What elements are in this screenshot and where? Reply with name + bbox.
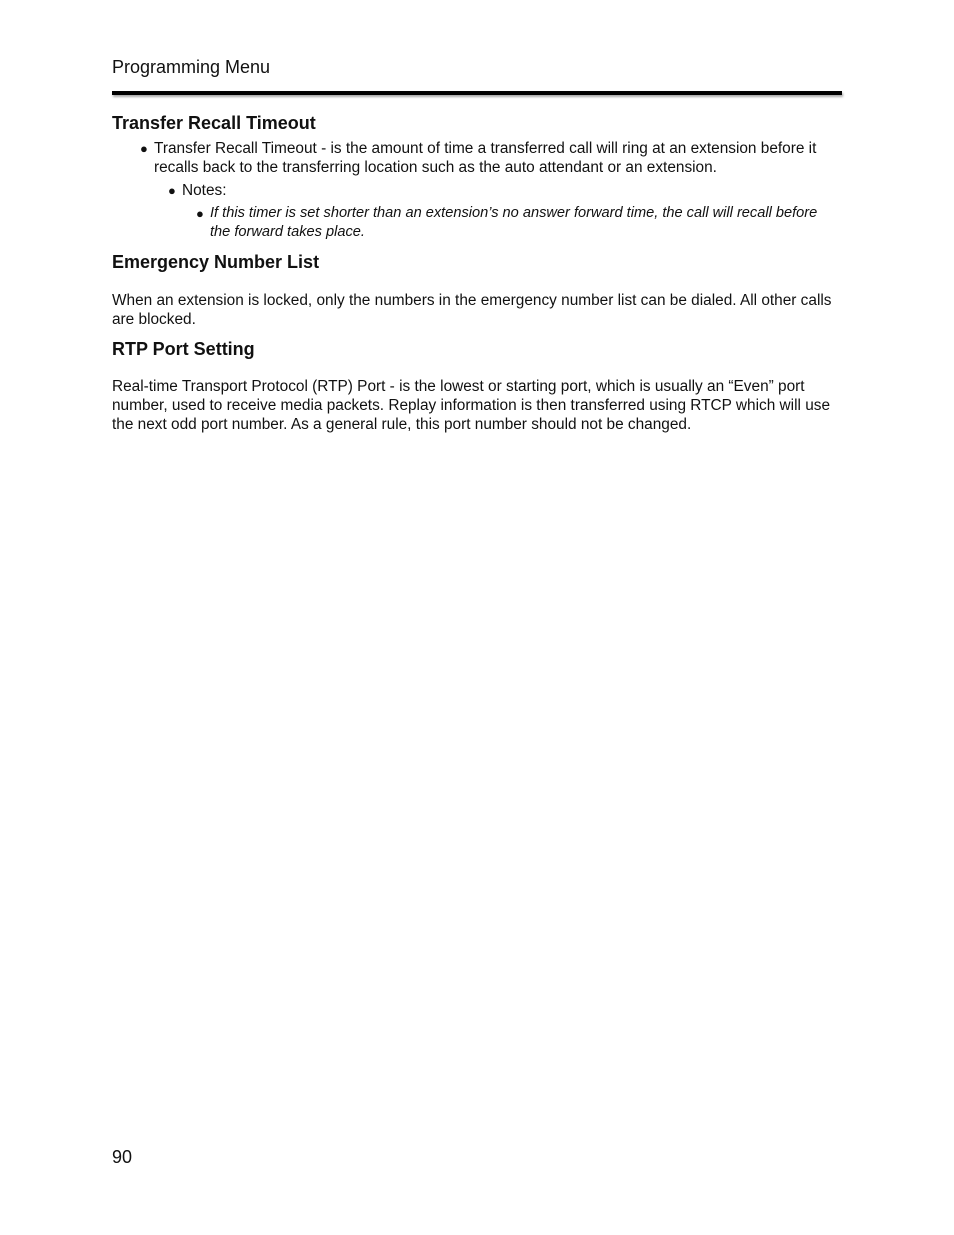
running-header: Programming Menu — [112, 57, 271, 77]
section-title-emergency-number-list: Emergency Number List — [112, 252, 320, 272]
bullet-icon: ● — [168, 183, 176, 198]
list-item — [112, 139, 842, 177]
list-item-text: Transfer Recall Timeout - is the amount of time a transferred call will ring at an extension before it recalls back to the transferring location such as the auto attendant or an extension. — [154, 140, 817, 176]
page-number: 90 — [112, 1147, 133, 1167]
section-body-emergency-number-list: When an extension is locked, only the numbers in the emergency number list can be dialed. All other calls are blocked. — [112, 292, 832, 328]
header-divider — [112, 91, 842, 95]
note-item — [112, 204, 842, 242]
note-text: If this timer is set shorter than an extension’s no answer forward time, the call will recall before the forward takes place. — [210, 205, 818, 240]
page-content — [112, 112, 842, 434]
list-item-notes — [112, 181, 842, 200]
section-title-transfer-recall-timeout: Transfer Recall Timeout — [112, 113, 316, 133]
section-title-rtp-port-setting: RTP Port Setting — [112, 339, 255, 359]
notes-label: Notes: — [182, 182, 227, 199]
bullet-icon: ● — [196, 206, 204, 221]
section-body-rtp-port-setting: Real-time Transport Protocol (RTP) Port - is the lowest or starting port, which is usually an “Even” port number, used to receive media packets. Replay information is then transferred using RTCP which will use the next odd port number. As a general rule, this port number should not be changed. — [112, 378, 831, 433]
bullet-icon: ● — [140, 141, 148, 156]
